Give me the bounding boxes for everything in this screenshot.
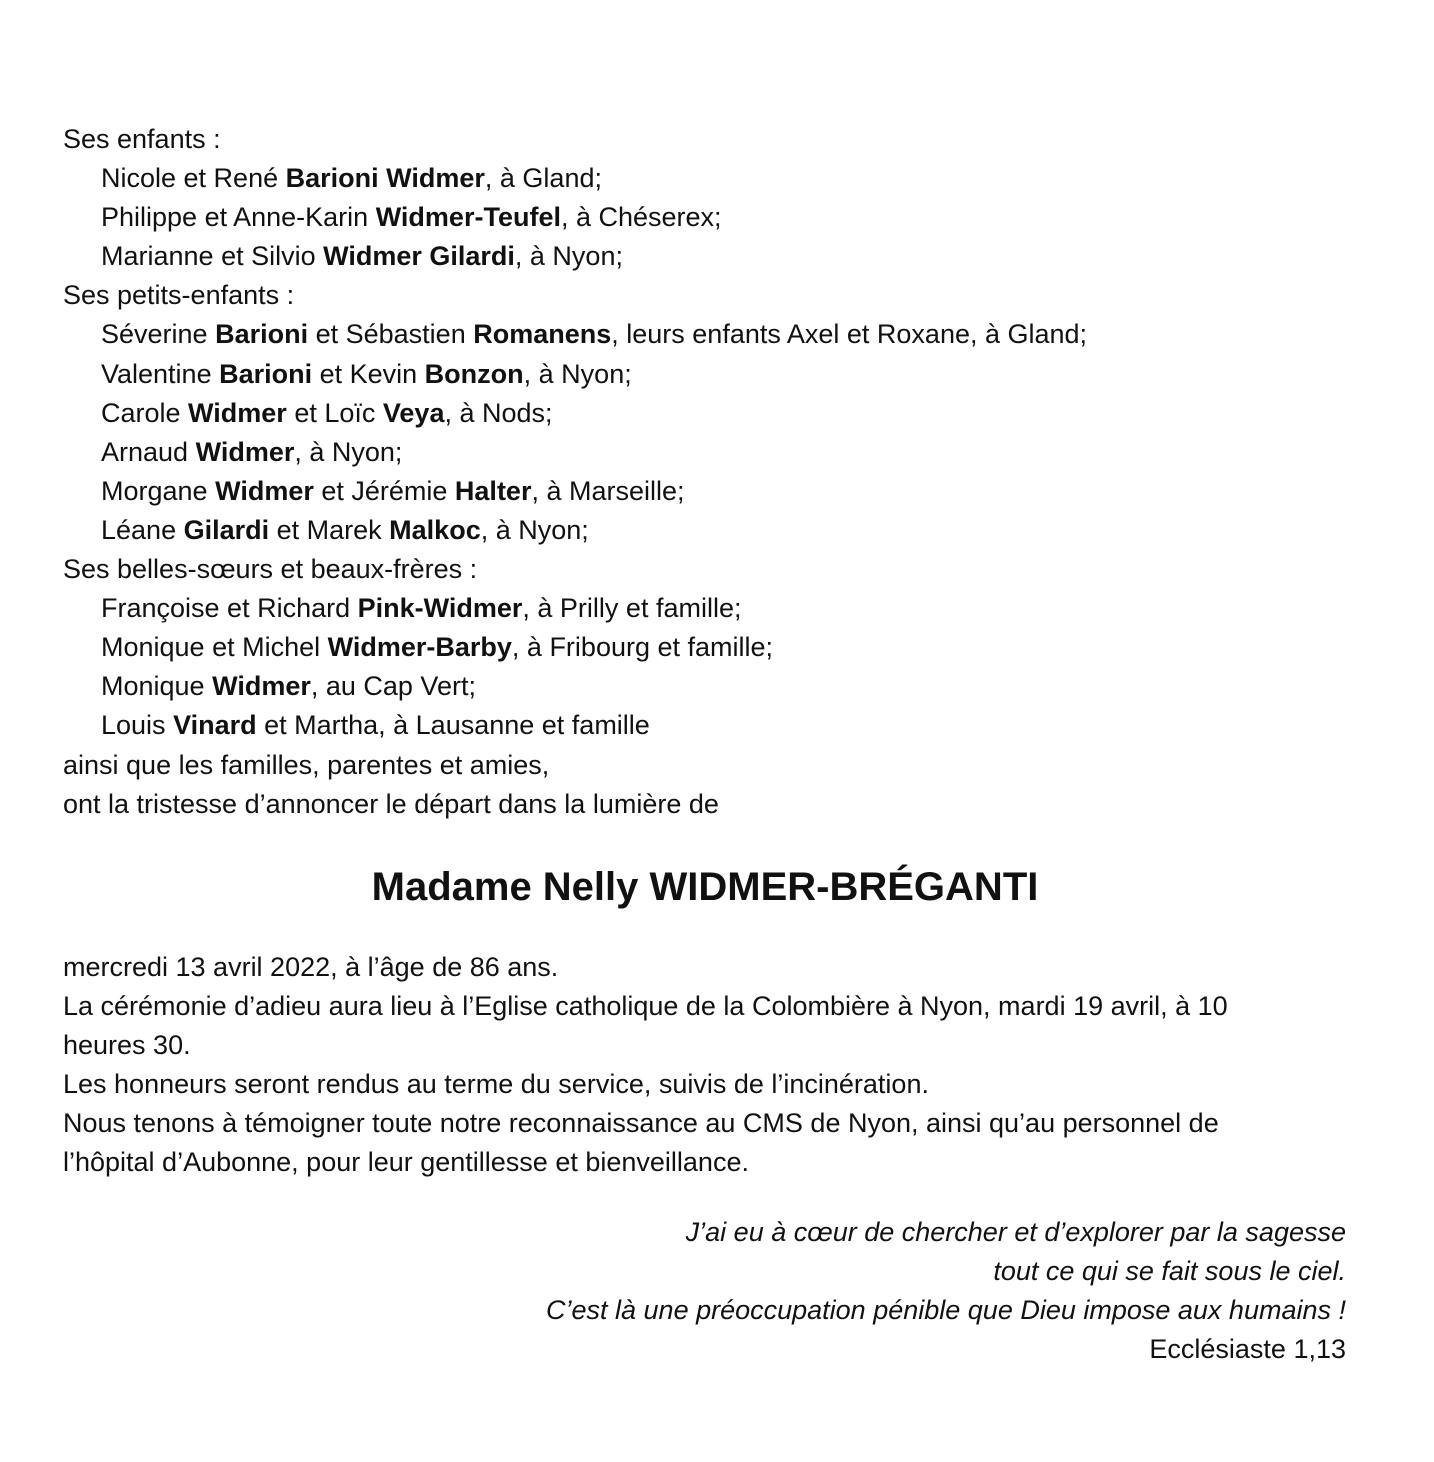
line-text: , à Nyon; — [480, 514, 589, 545]
surname: Widmer-Teufel — [375, 202, 561, 233]
line-text: et Kevin — [312, 358, 425, 389]
section-heading-inlaws: Ses belles-sœurs et beaux-frères : — [63, 554, 478, 585]
closing-line-1: ainsi que les familles, parentes et amies, — [63, 749, 550, 780]
line-text: , à Nyon; — [523, 358, 632, 389]
line-text: Arnaud — [101, 436, 196, 467]
surname: Widmer — [188, 397, 287, 428]
surname: Gilardi — [183, 514, 270, 545]
line-text: Valentine — [101, 358, 220, 389]
quote-line-2: tout ce qui se fait sous le ciel. — [993, 1256, 1346, 1287]
family-line — [63, 706, 1363, 745]
surname: Widmer-Barby — [327, 632, 512, 663]
ceremony-line-1: La cérémonie d’adieu aura lieu à l’Eglise catholique de la Colombière à Nyon, mardi 19 avril, à 10 — [63, 991, 1228, 1022]
line-text: Léane — [101, 514, 184, 545]
family-line — [63, 355, 1363, 394]
family-line — [63, 315, 1363, 354]
line-text: , à Chéserex; — [560, 202, 722, 233]
family-line — [63, 198, 1363, 237]
line-text: , à Nyon; — [294, 436, 403, 467]
surname: Widmer — [215, 475, 314, 506]
surname: Veya — [382, 397, 445, 428]
family-line — [63, 472, 1363, 511]
line-text: Monique — [101, 671, 213, 702]
quote-line-1: J’ai eu à cœur de chercher et d’explorer par la sagesse — [685, 1217, 1346, 1247]
family-list — [63, 120, 1363, 824]
line-text: Marianne et Silvio — [101, 241, 324, 272]
surname: Barioni Widmer — [285, 163, 485, 194]
line-text: et Loïc — [286, 397, 383, 428]
death-date: mercredi 13 avril 2022, à l’âge de 86 ans. — [63, 952, 559, 982]
line-text: et Jérémie — [313, 475, 455, 506]
line-text: Séverine — [101, 319, 216, 350]
surname: Malkoc — [389, 514, 481, 545]
line-text: Louis — [101, 710, 174, 741]
family-line — [63, 433, 1363, 472]
surname: Barioni — [215, 319, 309, 350]
line-text: Carole — [101, 397, 189, 428]
surname: Vinard — [173, 710, 257, 741]
surname: Halter — [454, 475, 532, 506]
line-text: et Martha, à Lausanne et famille — [256, 710, 650, 741]
line-text: , à Nods; — [444, 397, 553, 428]
thanks-line-2: l’hôpital d’Aubonne, pour leur gentillesse et bienveillance. — [63, 1147, 749, 1178]
line-text: , au Cap Vert; — [310, 671, 476, 702]
line-text: , à Prilly et famille; — [522, 593, 742, 624]
family-line — [63, 667, 1363, 706]
family-line — [63, 511, 1363, 550]
surname: Barioni — [219, 358, 313, 389]
quote-line-3: C’est là une préoccupation pénible que Dieu impose aux humains ! — [546, 1295, 1346, 1326]
surname: Pink-Widmer — [357, 593, 523, 624]
surname: Bonzon — [424, 358, 524, 389]
family-line — [63, 628, 1363, 667]
line-text: Monique et Michel — [101, 632, 328, 663]
line-text: Nicole et René — [101, 163, 286, 194]
deceased-name: Madame Nelly WIDMER-BRÉGANTI — [371, 865, 1039, 909]
line-text: , leurs enfants Axel et Roxane, à Gland; — [611, 319, 1088, 350]
family-line — [63, 159, 1363, 198]
thanks-line-1: Nous tenons à témoigner toute notre reconnaissance au CMS de Nyon, ainsi qu’au personnel de — [63, 1108, 1219, 1139]
surname: Widmer Gilardi — [323, 241, 515, 272]
closing-line-2: ont la tristesse d’annoncer le départ dans la lumière de — [63, 788, 719, 819]
honours-line: Les honneurs seront rendus au terme du service, suivis de l’incinération. — [63, 1069, 929, 1100]
line-text: Philippe et Anne-Karin — [101, 202, 376, 233]
line-text: , à Fribourg et famille; — [511, 632, 774, 663]
line-text: et Marek — [269, 514, 390, 545]
line-text: , à Gland; — [484, 163, 602, 194]
section-heading-children: Ses enfants : — [63, 124, 221, 154]
quote-reference: Ecclésiaste 1,13 — [1149, 1334, 1346, 1365]
surname: Widmer — [195, 436, 295, 467]
family-line — [63, 589, 1363, 628]
family-line — [63, 237, 1363, 276]
line-text: Morgane — [101, 475, 216, 506]
surname: Widmer — [212, 671, 311, 702]
line-text: et Sébastien — [308, 319, 474, 350]
ceremony-line-2: heures 30. — [63, 1030, 191, 1061]
bible-quote — [546, 1213, 1346, 1369]
surname: Romanens — [473, 319, 612, 350]
line-text: , à Marseille; — [531, 475, 685, 506]
line-text: Françoise et Richard — [101, 593, 358, 624]
line-text: , à Nyon; — [514, 241, 623, 272]
details-block — [63, 948, 1363, 1183]
section-heading-grandchildren: Ses petits-enfants : — [63, 280, 295, 311]
family-line — [63, 394, 1363, 433]
